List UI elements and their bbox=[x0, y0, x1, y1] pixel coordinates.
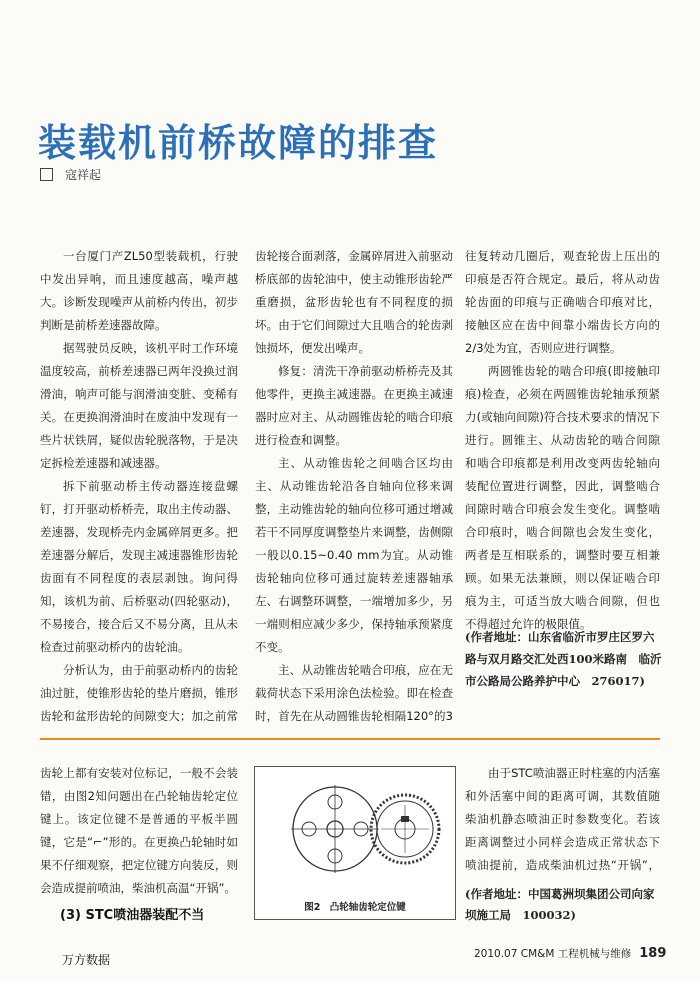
article-title: 装载机前桥故障的排查 bbox=[38, 121, 439, 165]
gear-diagram bbox=[255, 767, 455, 919]
text-column-1 bbox=[40, 245, 238, 725]
paragraph: 主、从动锥齿轮之间啮合区均由主、从动锥齿轮沿各自轴向位移来调整，主动锥齿轮的轴向位移可通过增减若干不同厚度调整垫片来调整，齿侧隙一般以0.15~0.40 mm为宜。从动锥齿轮轴向位移可通过旋转差速器轴承左、右调整环调整，一端增加多少，另一端则相应减少多少，保持轴承预紧度不变。 bbox=[255, 456, 453, 654]
paragraph-text: 由于STC喷油器正时柱塞的内活塞和外活塞中间的距离可调，其数值随柴油机静态喷油正时参数变化。若该距离调整过小同样会造成正常状态下喷油提前，造成柴油机过热“开锅”， bbox=[465, 766, 660, 872]
previous-article-text bbox=[40, 762, 238, 912]
paragraph: 据驾驶员反映，该机平时工作环境温度较高，前桥差速器已两年没换过润滑油，响声可能与润滑油变脏、变稀有关。在更换润滑油时在废油中发现有一些片状铁屑，疑似齿轮脱落物，于是决定拆检差速器和减速器。 bbox=[40, 341, 238, 470]
figure-caption: 图2 凸轮轴齿轮定位键 bbox=[304, 902, 406, 913]
author-name: 寇祥起 bbox=[65, 168, 102, 182]
section-divider bbox=[40, 738, 660, 740]
author-address-2: (作者地址：中国葛洲坝集团公司向家坝施工局 100032) bbox=[465, 887, 655, 922]
subsection-heading: (3) STC喷油器装配不当 bbox=[60, 908, 205, 923]
paragraph: 两圆锥齿轮的啮合印痕(即接触印痕)检查，必须在两圆锥齿轮轴承预紧力(或轴向间隙)符合技术要求的情况下进行。圆锥主、从动齿轮的啮合间隙和啮合印痕都是利用改变两齿轮轴向装配位置进行调整，因此，调整啮合间隙时啮合印痕会发生变化。调整啮合印痕时，啮合间隙也会发生变化，两者是互相联系的，调整时要互相兼顾。如果无法兼顾，则以保证啮合印痕为主，可适当放大啮合间隙，但也不得超过允许的极限值。 bbox=[465, 364, 660, 630]
byline bbox=[40, 166, 101, 183]
paragraph: 拆下前驱动桥主传动器连接盘螺钉，打开驱动桥桥壳，取出主传动器、差速器，发现桥壳内金属碎屑更多。把差速器分解后，发现主减速器锥形齿轮齿面有不同程度的表层剥蚀。询问得知，该机为前、后桥驱动(四轮驱动)，不易接合，接合后又不易分离，且从未检查过前驱动桥内的齿轮油。 bbox=[40, 479, 238, 654]
paragraph: 齿轮上都有安装对位标记，一般不会装错，由图2知问题出在凸轮轴齿轮定位键上。该定位键不是普通的平板半圆键，它是“⌐”形的。在更换凸轮轴时如果不仔细观察，把定位键方向装反，则会造成提前喷油，柴油机高温“开锅”。 bbox=[40, 766, 238, 895]
paragraph: 分析认为，由于前驱动桥内的齿轮油过脏，使锥形齿轮的垫片磨损，锥形齿轮和盆形齿轮的间隙变大；加之前常 bbox=[40, 663, 238, 723]
text-column-2 bbox=[255, 245, 453, 725]
figure-camshaft-gear bbox=[254, 766, 456, 920]
paragraph: 一台厦门产ZL50型装载机，行驶中发出异响，而且速度越高，噪声越大。诊断发现噪声从前桥内传出，初步判断是前桥差速器故障。 bbox=[40, 249, 238, 332]
page-footer bbox=[474, 946, 666, 961]
paragraph bbox=[465, 762, 660, 882]
issue-info: 2010.07 CM&M 工程机械与维修 bbox=[474, 948, 632, 960]
checkbox-square-icon bbox=[40, 168, 53, 181]
paragraph: 主、从动锥齿轮啮合印痕，应在无载荷状态下采用涂色法检验。即在检查时，首先在从动圆锥齿轮相隔120°的3 bbox=[255, 663, 453, 723]
author-address: (作者地址：山东省临沂市罗庄区罗六路与双月路交汇处西100米路南 临沂市公路局公路养护中心 276017) bbox=[465, 630, 662, 688]
page-number: 189 bbox=[639, 946, 667, 961]
paragraph: 齿轮接合面剥落，金属碎屑进入前驱动桥底部的齿轮油中，使主动锥形齿轮严重磨损，盆形齿轮也有不同程度的损坏。由于它们间隙过大且啮合的轮齿剥蚀损坏，便发出噪声。 bbox=[255, 249, 453, 355]
paragraph: 修复：清洗干净前驱动桥桥壳及其他零件，更换主减速器。在更换主减速器时应对主、从动圆锥齿轮的啮合印痕进行检查和调整。 bbox=[255, 364, 453, 447]
paragraph: 往复转动几圈后，观查轮齿上压出的印痕是否符合规定。最后，将从动齿轮齿面的印痕与正确啮合印痕对比，接触区应在齿中间靠小端齿长方向的2/3处为宜，否则应进行调整。 bbox=[465, 249, 660, 355]
source-watermark: 万方数据 bbox=[62, 953, 111, 967]
text-column-3 bbox=[465, 245, 660, 630]
previous-article-text-right bbox=[465, 762, 660, 882]
